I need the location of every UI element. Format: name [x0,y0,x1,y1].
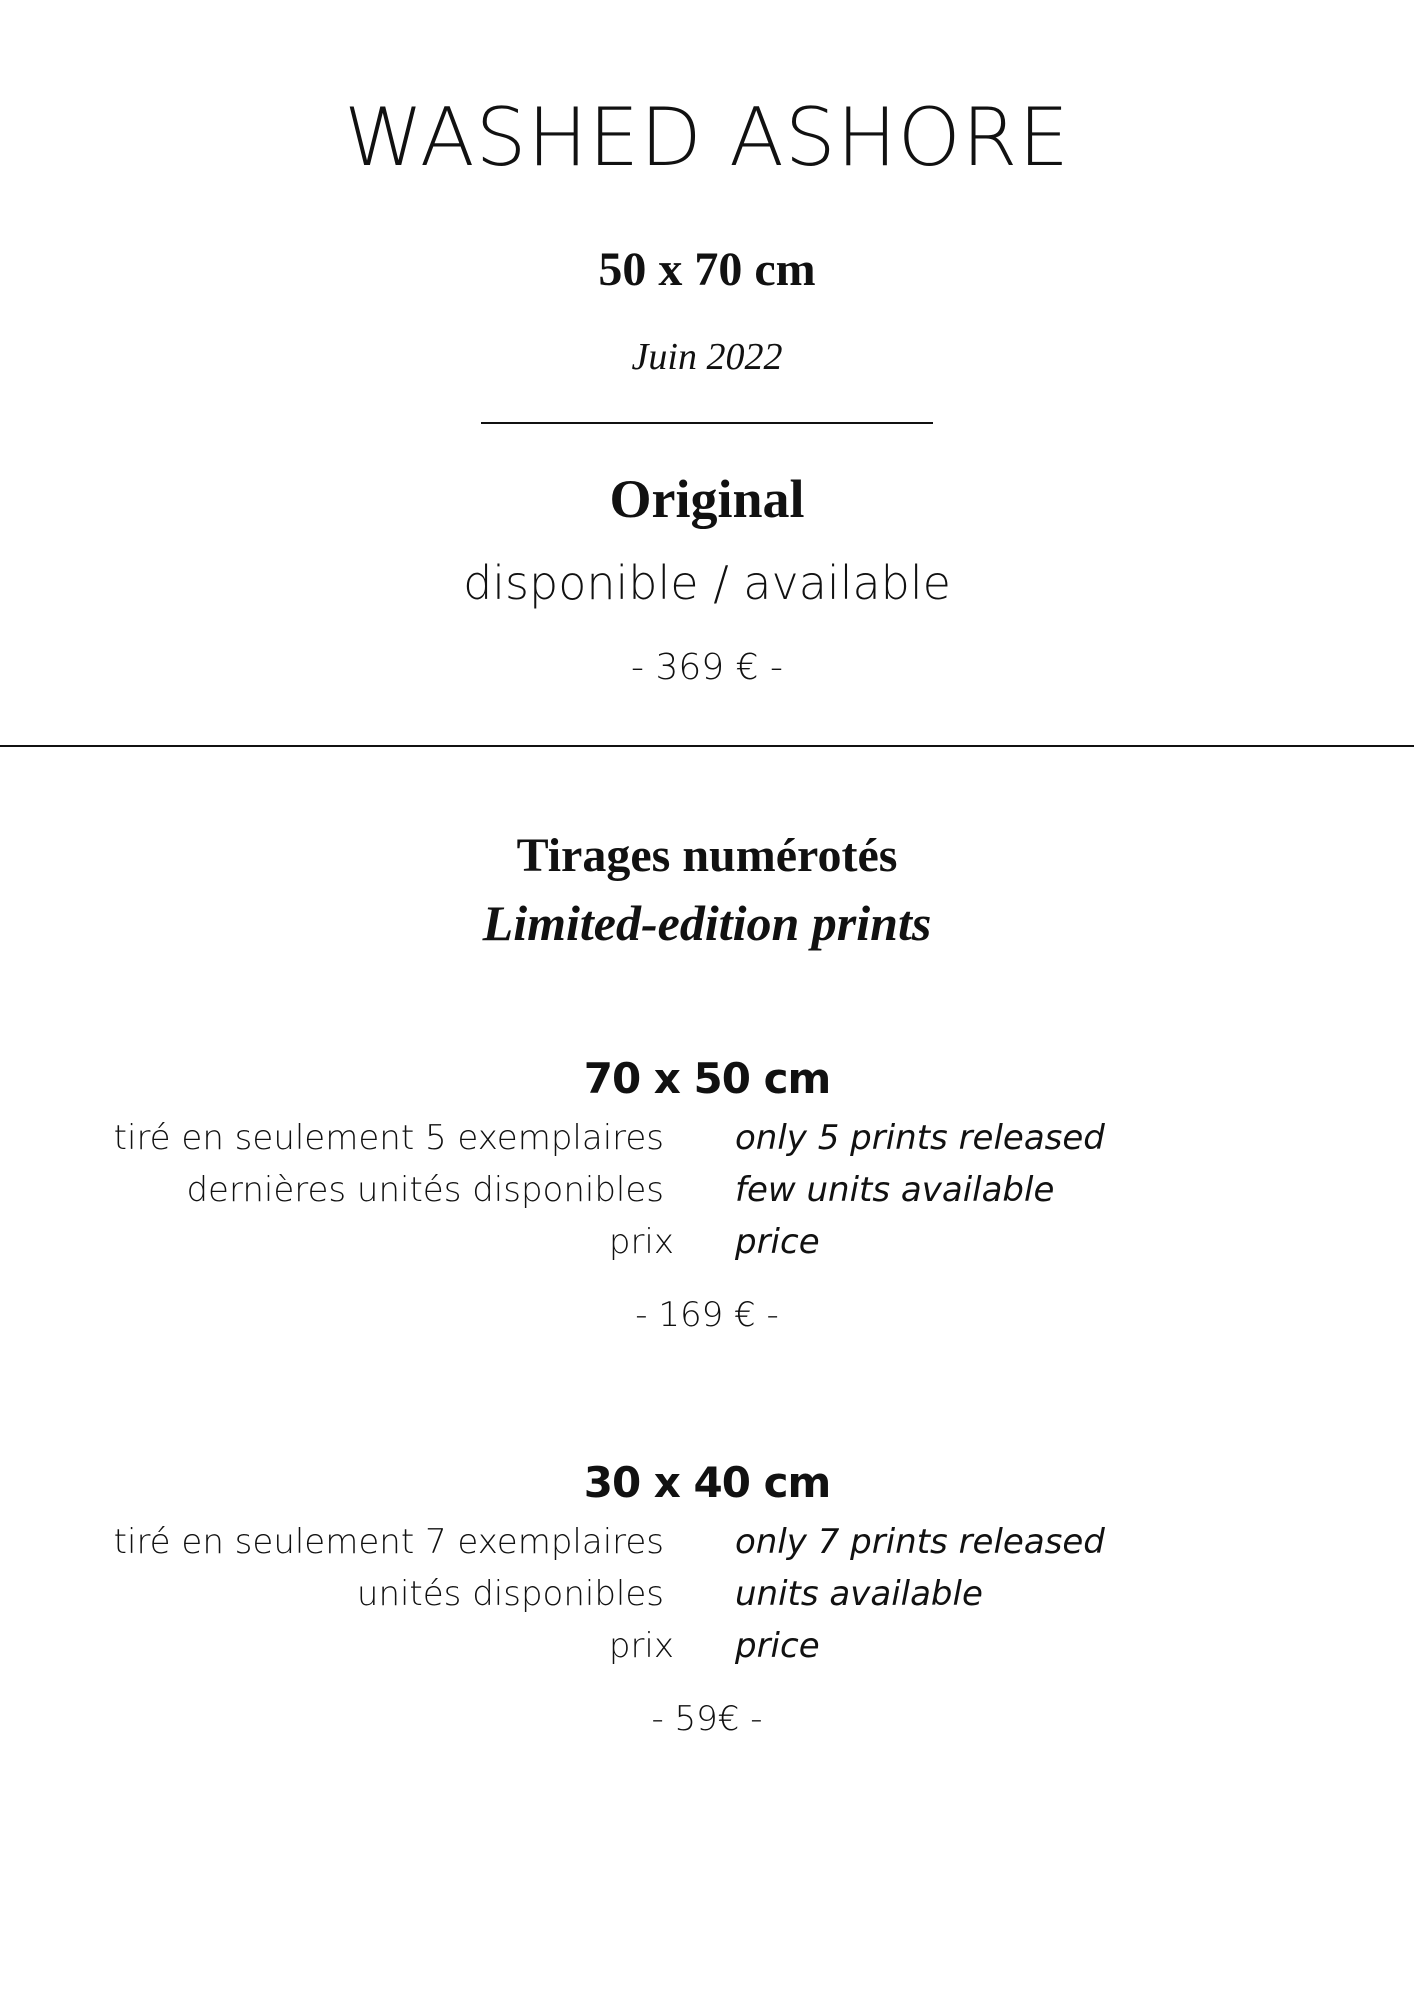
price-label-en: price [735,1222,820,1262]
original-availability: disponible / available [463,556,951,610]
availability-label-en: units available [735,1574,983,1614]
edition-label-en: only 7 prints released [735,1522,1105,1562]
original-heading: Original [609,469,805,529]
format-size: 30 x 40 cm [583,1458,831,1507]
artwork-dimensions: 50 x 70 cm [598,243,816,296]
artwork-title: WASHED ASHORE [344,91,1070,184]
format-price: - 169 € - [635,1295,779,1335]
availability-row [0,1168,1414,1212]
edition-label-en: only 5 prints released [735,1118,1105,1158]
price-label-fr: prix [608,1222,674,1262]
edition-row [0,1116,1414,1160]
availability-label-en: few units available [735,1170,1055,1210]
section-divider [0,745,1414,747]
edition-row [0,1520,1414,1564]
prints-heading: Tirages numérotés [516,829,898,882]
availability-label-fr: unités disponibles [356,1574,664,1614]
availability-label-fr: dernières unités disponibles [186,1170,664,1210]
format-price: - 59€ - [651,1699,763,1739]
price-label-row [0,1220,1414,1264]
price-label-row [0,1624,1414,1668]
price-label-fr: prix [608,1626,674,1666]
prints-subheading: Limited-edition prints [482,895,932,951]
format-size: 70 x 50 cm [583,1054,831,1103]
price-label-en: price [735,1626,820,1666]
availability-row [0,1572,1414,1616]
edition-label-fr: tiré en seulement 7 exemplaires [113,1522,664,1562]
original-price: - 369 € - [631,647,783,688]
title-divider [481,422,933,424]
artwork-date: Juin 2022 [631,336,783,378]
edition-label-fr: tiré en seulement 5 exemplaires [113,1118,664,1158]
